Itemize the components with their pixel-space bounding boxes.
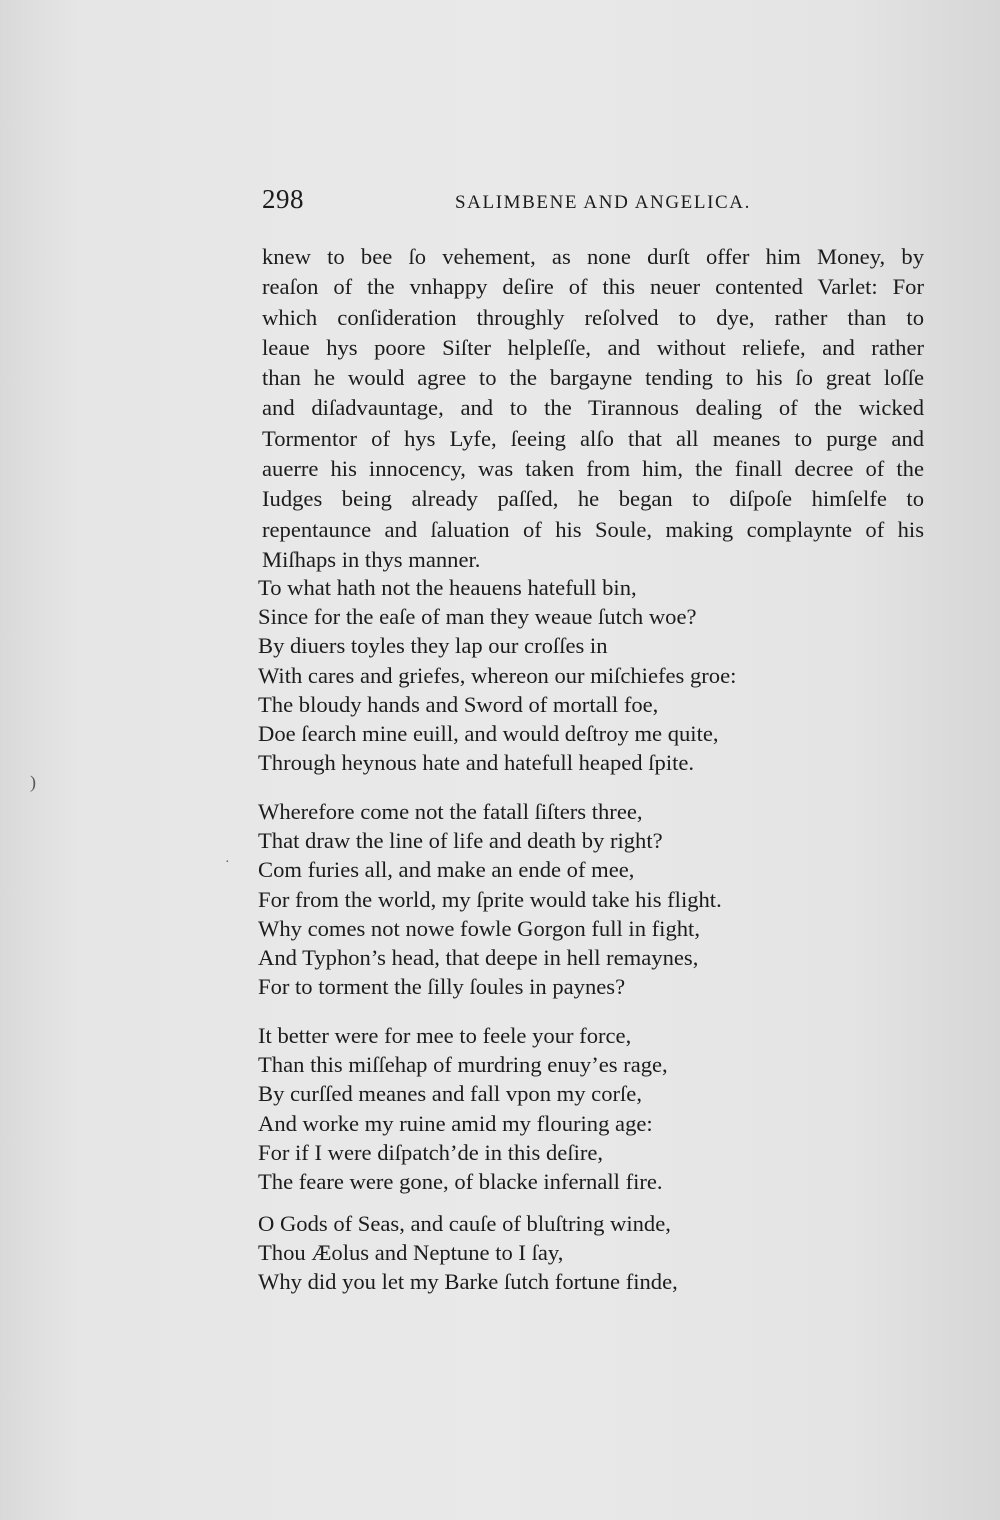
verse-line: The feare were gone, of blacke infernall fire. [258,1169,663,1195]
verse-line: Through heynous hate and hatefull heaped ſpite. [258,750,695,776]
verse-line: Thou Æolus and Neptune to I ſay, [258,1240,564,1266]
verse-line: Why did you let my Barke ſutch fortune finde, [258,1269,678,1295]
verse-stanza-2 [258,797,722,1001]
verse-line: Wherefore come not the fatall ſiſters three, [258,799,643,824]
prose-line: Tormentor of hys Lyfe, ſeeing alſo that all meanes to purge and [262,425,924,451]
prose-line: repentaunce and ſaluation of his Soule, making complaynte of his [262,516,924,542]
page-header [262,180,922,220]
verse-line: That draw the line of life and death by right? [258,828,663,854]
prose-paragraph [262,242,924,575]
prose-line: Iudges being already paſſed, he began to diſpoſe himſelfe to [262,486,924,512]
verse-line: O Gods of Seas, and cauſe of bluſtring winde, [258,1211,671,1236]
prose-line: knew to bee ſo vehement, as none durſt offer him Money, by [262,244,924,269]
verse-stanza-1 [258,573,736,777]
verse-stanza-3 [258,1021,668,1196]
verse-line: For to torment the ſilly ſoules in paynes? [258,974,626,1000]
verse-line: To what hath not the heauens hatefull bin, [258,575,637,600]
verse-line: The bloudy hands and Sword of mortall foe, [258,691,659,717]
verse-line: For from the world, my ſprite would take his flight. [258,886,722,912]
prose-line: which conſideration throughly reſolved to dye, rather than to [262,304,924,330]
prose-line: leaue hys poore Siſter helpleſſe, and without reliefe, and rather [262,334,924,360]
verse-stanza-4 [258,1209,678,1297]
verse-line: With cares and griefes, whereon our miſchiefes groe: [258,662,737,688]
verse-line: For if I were diſpatch’de in this deſire, [258,1139,604,1165]
prose-line: auerre his innocency, was taken from him, the finall decree of the [262,456,924,482]
verse-line: Than this miſſehap of murdring enuy’es rage, [258,1052,668,1078]
verse-line: By curſſed meanes and fall vpon my corſe, [258,1081,642,1107]
verse-line: By diuers toyles they lap our croſſes in [258,633,608,659]
running-head: SALIMBENE AND ANGELICA. [455,192,751,213]
prose-line: than he would agree to the bargayne tending to his ſo great loſſe [262,365,924,391]
verse-line: And Typhon’s head, that deepe in hell remaynes, [258,945,699,971]
verse-line: Why comes not nowe fowle Gorgon full in fight, [258,915,700,941]
margin-dot: · [225,855,230,870]
margin-mark: ) [30,772,36,792]
verse-line: Since for the eaſe of man they weaue ſutch woe? [258,604,697,630]
verse-line: Doe ſearch mine euill, and would deſtroy me quite, [258,721,719,747]
verse-line: It better were for mee to feele your force, [258,1023,632,1048]
page-number: 298 [262,184,304,214]
prose-line: reaſon of the vnhappy deſire of this neuer contented Varlet: For [262,274,924,300]
prose-line: and diſadvauntage, and to the Tirannous dealing of the wicked [262,395,924,421]
prose-line: Miſhaps in thys manner. [262,546,481,572]
verse-line: Com furies all, and make an ende of mee, [258,857,635,883]
verse-line: And worke my ruine amid my flouring age: [258,1110,653,1136]
